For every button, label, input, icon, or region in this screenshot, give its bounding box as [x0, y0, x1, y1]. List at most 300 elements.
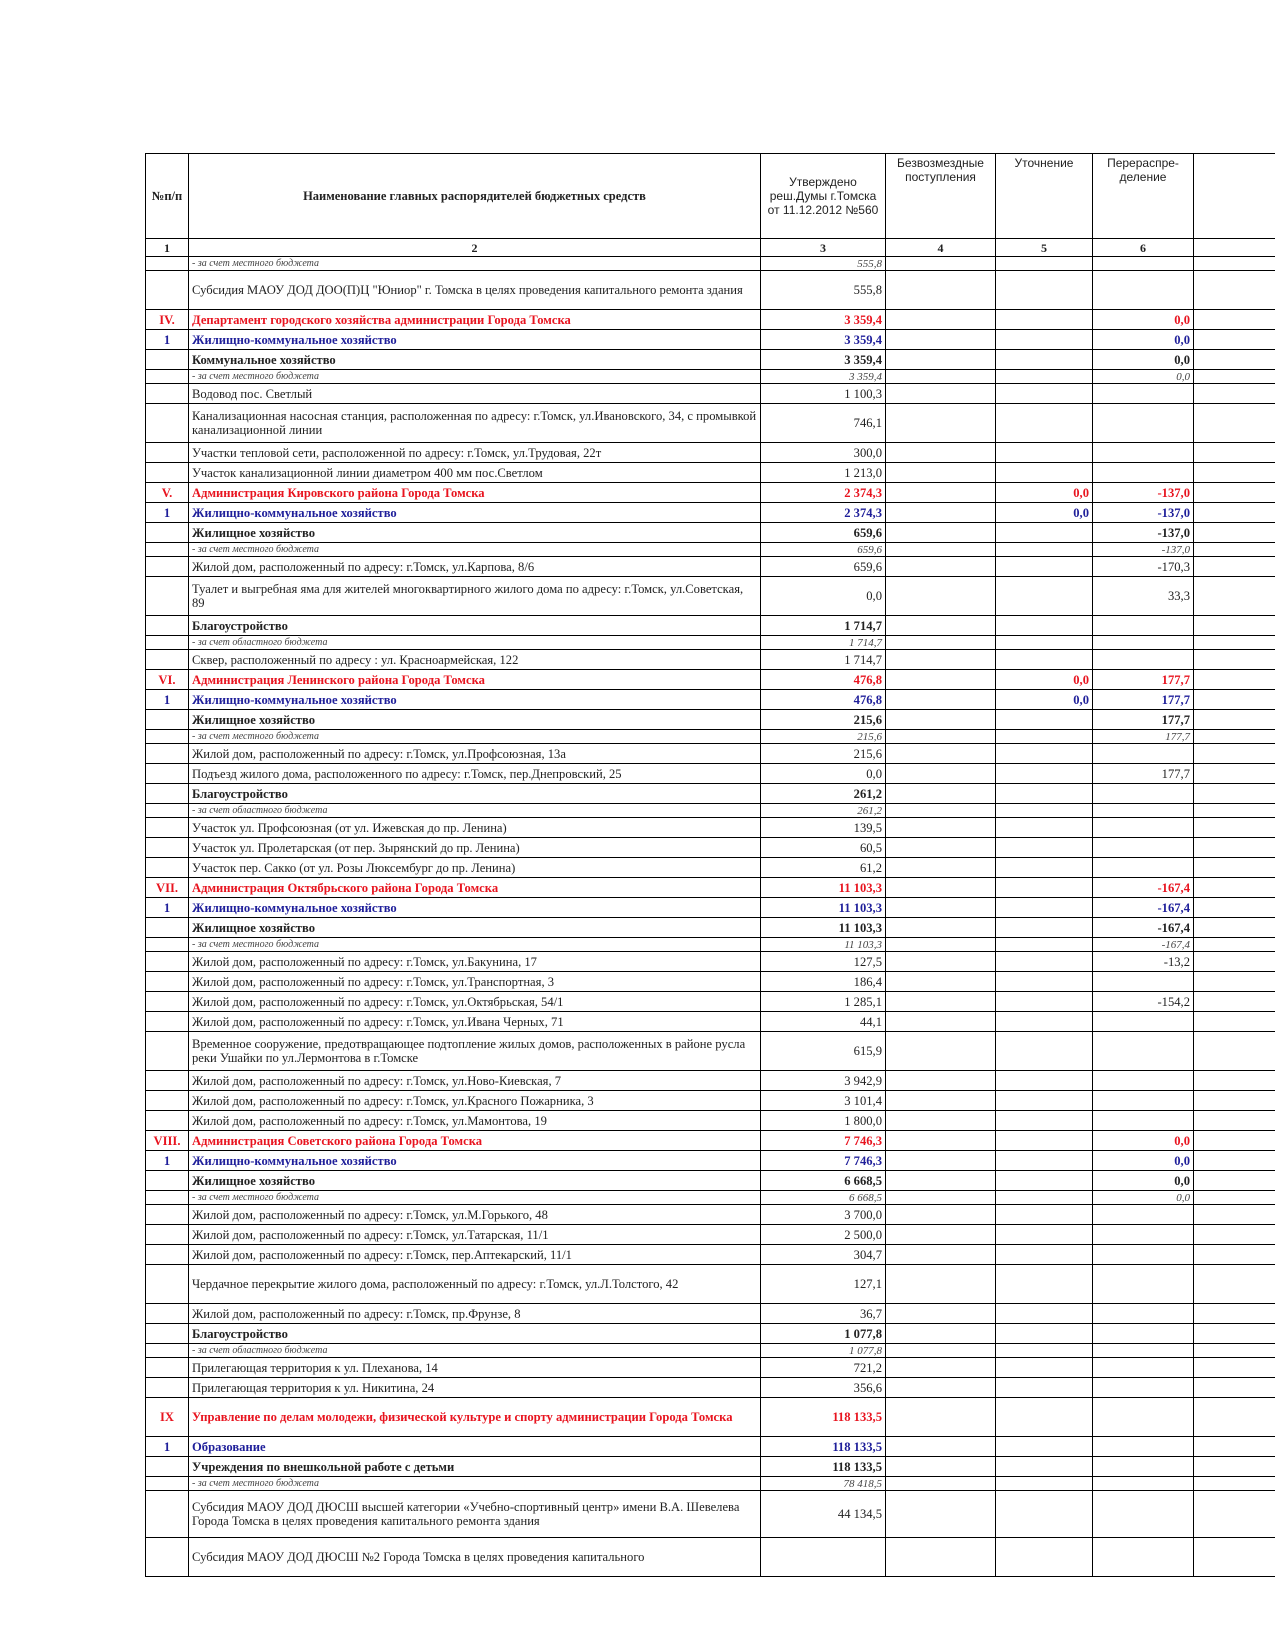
row-redistribution: [1093, 1491, 1194, 1538]
row-number: [146, 918, 189, 938]
row-name: Жилищное хозяйство: [189, 523, 761, 543]
row-approved: 44 134,5: [761, 1491, 886, 1538]
row-extra: [1194, 483, 1275, 503]
table-row: [146, 1131, 1275, 1151]
row-name: Участок ул. Профсоюзная (от ул. Ижевская до пр. Ленина): [189, 818, 761, 838]
row-name: Сквер, расположенный по адресу : ул. Красноармейская, 122: [189, 650, 761, 670]
budget-table: [145, 153, 1275, 1577]
row-redistribution: [1093, 1457, 1194, 1477]
row-extra: [1194, 1245, 1275, 1265]
row-redistribution: 177,7: [1093, 730, 1194, 744]
row-refinement: [996, 1457, 1093, 1477]
row-name: Администрация Ленинского района Города Томска: [189, 670, 761, 690]
row-redistribution: 0,0: [1093, 1191, 1194, 1205]
row-approved: 2 374,3: [761, 503, 886, 523]
row-refinement: [996, 730, 1093, 744]
row-extra: [1194, 1344, 1275, 1358]
row-name: Учреждения по внешкольной работе с детьми: [189, 1457, 761, 1477]
row-approved: 118 133,5: [761, 1398, 886, 1437]
row-number: [146, 1344, 189, 1358]
table-row: [146, 918, 1275, 938]
row-redistribution: [1093, 1398, 1194, 1437]
row-number: [146, 1304, 189, 1324]
row-extra: [1194, 463, 1275, 483]
row-number: [146, 1477, 189, 1491]
row-number: [146, 616, 189, 636]
row-redistribution: [1093, 404, 1194, 443]
row-gratuitous: [886, 1205, 996, 1225]
row-refinement: 0,0: [996, 503, 1093, 523]
row-number: [146, 650, 189, 670]
row-name: - за счет областного бюджета: [189, 1344, 761, 1358]
row-name: - за счет областного бюджета: [189, 804, 761, 818]
row-approved: 1 213,0: [761, 463, 886, 483]
row-extra: [1194, 1398, 1275, 1437]
row-refinement: [996, 992, 1093, 1012]
row-gratuitous: [886, 310, 996, 330]
row-name: Жилищное хозяйство: [189, 918, 761, 938]
row-gratuitous: [886, 1398, 996, 1437]
row-gratuitous: [886, 1378, 996, 1398]
row-redistribution: [1093, 818, 1194, 838]
table-row: [146, 1245, 1275, 1265]
row-name: Жилой дом, расположенный по адресу: г.Томск, ул.Октябрьская, 54/1: [189, 992, 761, 1012]
row-extra: [1194, 898, 1275, 918]
row-approved: 261,2: [761, 804, 886, 818]
column-number: 1: [146, 239, 189, 257]
row-approved: 555,8: [761, 257, 886, 271]
row-redistribution: [1093, 1012, 1194, 1032]
table-row: [146, 1477, 1275, 1491]
table-row: [146, 350, 1275, 370]
row-gratuitous: [886, 443, 996, 463]
row-number: [146, 818, 189, 838]
row-name: Образование: [189, 1437, 761, 1457]
row-extra: [1194, 404, 1275, 443]
row-gratuitous: [886, 483, 996, 503]
row-gratuitous: [886, 1032, 996, 1071]
table-row: [146, 616, 1275, 636]
table-row: [146, 1191, 1275, 1205]
row-number: [146, 1378, 189, 1398]
table-row: [146, 1538, 1275, 1577]
table-row: [146, 764, 1275, 784]
row-number: [146, 257, 189, 271]
row-approved: 476,8: [761, 690, 886, 710]
row-extra: [1194, 764, 1275, 784]
row-number: [146, 557, 189, 577]
row-number: [146, 577, 189, 616]
row-name: Администрация Кировского района Города Томска: [189, 483, 761, 503]
row-gratuitous: [886, 972, 996, 992]
row-refinement: [996, 616, 1093, 636]
row-refinement: [996, 310, 1093, 330]
column-number-extra: [1194, 239, 1275, 257]
row-number: VI.: [146, 670, 189, 690]
row-gratuitous: [886, 804, 996, 818]
row-redistribution: 0,0: [1093, 1131, 1194, 1151]
row-refinement: [996, 938, 1093, 952]
row-number: IV.: [146, 310, 189, 330]
row-approved: 215,6: [761, 710, 886, 730]
row-refinement: [996, 952, 1093, 972]
row-gratuitous: [886, 557, 996, 577]
row-extra: [1194, 1012, 1275, 1032]
row-refinement: [996, 1477, 1093, 1491]
row-refinement: [996, 1358, 1093, 1378]
row-extra: [1194, 670, 1275, 690]
row-redistribution: [1093, 1032, 1194, 1071]
row-gratuitous: [886, 858, 996, 878]
row-extra: [1194, 330, 1275, 350]
table-row: [146, 690, 1275, 710]
row-number: 1: [146, 898, 189, 918]
table-row: [146, 1437, 1275, 1457]
row-number: 1: [146, 1437, 189, 1457]
row-redistribution: [1093, 463, 1194, 483]
row-refinement: [996, 804, 1093, 818]
row-gratuitous: [886, 690, 996, 710]
row-refinement: [996, 1032, 1093, 1071]
row-refinement: [996, 1151, 1093, 1171]
row-name: Жилой дом, расположенный по адресу: г.Томск, ул.Бакунина, 17: [189, 952, 761, 972]
row-redistribution: [1093, 257, 1194, 271]
row-redistribution: [1093, 443, 1194, 463]
row-number: [146, 972, 189, 992]
row-refinement: [996, 577, 1093, 616]
row-gratuitous: [886, 257, 996, 271]
row-approved: 1 714,7: [761, 616, 886, 636]
row-name: Коммунальное хозяйство: [189, 350, 761, 370]
row-gratuitous: [886, 350, 996, 370]
row-redistribution: [1093, 838, 1194, 858]
row-gratuitous: [886, 1171, 996, 1191]
row-number: [146, 1245, 189, 1265]
row-approved: 3 359,4: [761, 330, 886, 350]
row-redistribution: 33,3: [1093, 577, 1194, 616]
row-approved: 139,5: [761, 818, 886, 838]
row-name: Управление по делам молодежи, физической культуре и спорту администрации Города Томска: [189, 1398, 761, 1437]
row-approved: 1 714,7: [761, 636, 886, 650]
row-redistribution: 177,7: [1093, 710, 1194, 730]
row-refinement: [996, 784, 1093, 804]
row-extra: [1194, 838, 1275, 858]
row-number: [146, 443, 189, 463]
row-approved: 127,5: [761, 952, 886, 972]
row-approved: 721,2: [761, 1358, 886, 1378]
row-extra: [1194, 938, 1275, 952]
table-row: [146, 1012, 1275, 1032]
row-approved: 6 668,5: [761, 1171, 886, 1191]
row-name: Жилой дом, расположенный по адресу: г.Томск, ул.Татарская, 11/1: [189, 1225, 761, 1245]
row-extra: [1194, 1491, 1275, 1538]
row-number: [146, 1071, 189, 1091]
row-refinement: [996, 1205, 1093, 1225]
row-redistribution: [1093, 1225, 1194, 1245]
row-number: [146, 1491, 189, 1538]
row-number: [146, 744, 189, 764]
row-extra: [1194, 443, 1275, 463]
row-name: Участок ул. Пролетарская (от пер. Зырянский до пр. Ленина): [189, 838, 761, 858]
row-gratuitous: [886, 1091, 996, 1111]
row-name: Департамент городского хозяйства администрации Города Томска: [189, 310, 761, 330]
row-approved: 3 359,4: [761, 310, 886, 330]
row-extra: [1194, 1032, 1275, 1071]
row-refinement: [996, 1538, 1093, 1577]
row-gratuitous: [886, 1324, 996, 1344]
row-number: [146, 710, 189, 730]
row-refinement: [996, 1491, 1093, 1538]
row-redistribution: 0,0: [1093, 370, 1194, 384]
row-name: Жилищное хозяйство: [189, 710, 761, 730]
row-name: Субсидия МАОУ ДОД ДЮСШ высшей категории «Учебно-спортивный центр» имени В.А. Шевелева Города Томска в целях проведения капитального ремонта здания: [189, 1491, 761, 1538]
row-extra: [1194, 858, 1275, 878]
row-name: Жилищное хозяйство: [189, 1171, 761, 1191]
row-gratuitous: [886, 1071, 996, 1091]
row-redistribution: [1093, 1111, 1194, 1131]
row-name: Жилой дом, расположенный по адресу: г.Томск, ул.Мамонтова, 19: [189, 1111, 761, 1131]
row-refinement: [996, 1437, 1093, 1457]
column-numbers-row: [146, 239, 1275, 257]
row-extra: [1194, 818, 1275, 838]
row-extra: [1194, 918, 1275, 938]
row-approved: 215,6: [761, 744, 886, 764]
row-number: [146, 730, 189, 744]
row-extra: [1194, 1111, 1275, 1131]
table-row: [146, 1358, 1275, 1378]
row-gratuitous: [886, 838, 996, 858]
row-refinement: [996, 1012, 1093, 1032]
row-extra: [1194, 543, 1275, 557]
row-gratuitous: [886, 670, 996, 690]
row-extra: [1194, 310, 1275, 330]
row-name: Жилой дом, расположенный по адресу: г.Томск, ул.Ивана Черных, 71: [189, 1012, 761, 1032]
row-name: Участки тепловой сети, расположенной по адресу: г.Томск, ул.Трудовая, 22т: [189, 443, 761, 463]
row-name: Жилищно-коммунальное хозяйство: [189, 330, 761, 350]
row-gratuitous: [886, 1245, 996, 1265]
table-row: [146, 503, 1275, 523]
row-number: [146, 1171, 189, 1191]
row-name: - за счет местного бюджета: [189, 1191, 761, 1205]
row-approved: 127,1: [761, 1265, 886, 1304]
row-name: - за счет местного бюджета: [189, 257, 761, 271]
row-redistribution: [1093, 1344, 1194, 1358]
row-approved: 7 746,3: [761, 1131, 886, 1151]
table-row: [146, 838, 1275, 858]
row-extra: [1194, 1304, 1275, 1324]
row-gratuitous: [886, 1358, 996, 1378]
row-approved: 746,1: [761, 404, 886, 443]
row-refinement: [996, 1304, 1093, 1324]
row-refinement: [996, 463, 1093, 483]
row-redistribution: [1093, 1378, 1194, 1398]
row-redistribution: [1093, 804, 1194, 818]
row-refinement: [996, 636, 1093, 650]
row-approved: 3 700,0: [761, 1205, 886, 1225]
table-row: [146, 784, 1275, 804]
row-refinement: [996, 443, 1093, 463]
row-name: Жилищно-коммунальное хозяйство: [189, 690, 761, 710]
row-refinement: [996, 1245, 1093, 1265]
row-extra: [1194, 577, 1275, 616]
row-number: IX: [146, 1398, 189, 1437]
row-redistribution: 0,0: [1093, 1171, 1194, 1191]
table-row: [146, 1111, 1275, 1131]
row-approved: 1 285,1: [761, 992, 886, 1012]
row-extra: [1194, 878, 1275, 898]
row-number: [146, 764, 189, 784]
row-extra: [1194, 1437, 1275, 1457]
row-number: [146, 1358, 189, 1378]
row-gratuitous: [886, 1344, 996, 1358]
row-name: - за счет местного бюджета: [189, 938, 761, 952]
row-name: Благоустройство: [189, 616, 761, 636]
row-name: Благоустройство: [189, 784, 761, 804]
row-redistribution: [1093, 858, 1194, 878]
row-gratuitous: [886, 744, 996, 764]
row-name: Жилой дом, расположенный по адресу: г.Томск, пер.Аптекарский, 11/1: [189, 1245, 761, 1265]
row-redistribution: [1093, 1245, 1194, 1265]
table-row: [146, 938, 1275, 952]
row-number: [146, 271, 189, 310]
row-refinement: [996, 1071, 1093, 1091]
header-approved: Утверждено реш.Думы г.Томска от 11.12.2012 №560: [761, 154, 886, 239]
table-row: [146, 310, 1275, 330]
row-refinement: 0,0: [996, 670, 1093, 690]
row-approved: 0,0: [761, 577, 886, 616]
row-name: Администрация Советского района Города Томска: [189, 1131, 761, 1151]
row-extra: [1194, 1378, 1275, 1398]
row-number: [146, 370, 189, 384]
row-approved: 215,6: [761, 730, 886, 744]
row-gratuitous: [886, 1131, 996, 1151]
row-name: Жилищно-коммунальное хозяйство: [189, 898, 761, 918]
row-extra: [1194, 650, 1275, 670]
row-refinement: [996, 384, 1093, 404]
row-redistribution: -167,4: [1093, 938, 1194, 952]
row-refinement: [996, 404, 1093, 443]
row-refinement: [996, 370, 1093, 384]
row-refinement: [996, 523, 1093, 543]
row-number: [146, 784, 189, 804]
row-extra: [1194, 804, 1275, 818]
row-gratuitous: [886, 1457, 996, 1477]
table-row: [146, 271, 1275, 310]
row-extra: [1194, 952, 1275, 972]
row-approved: 615,9: [761, 1032, 886, 1071]
row-approved: 3 101,4: [761, 1091, 886, 1111]
row-approved: 659,6: [761, 523, 886, 543]
row-redistribution: [1093, 1358, 1194, 1378]
row-gratuitous: [886, 818, 996, 838]
row-number: [146, 1205, 189, 1225]
row-approved: 0,0: [761, 764, 886, 784]
row-redistribution: [1093, 784, 1194, 804]
row-name: Жилой дом, расположенный по адресу: г.Томск, ул.Ново-Киевская, 7: [189, 1071, 761, 1091]
row-redistribution: 0,0: [1093, 330, 1194, 350]
table-row: [146, 818, 1275, 838]
row-name: - за счет местного бюджета: [189, 730, 761, 744]
row-refinement: [996, 1091, 1093, 1111]
table-row: [146, 1071, 1275, 1091]
row-gratuitous: [886, 992, 996, 1012]
row-refinement: [996, 257, 1093, 271]
row-extra: [1194, 1457, 1275, 1477]
row-extra: [1194, 744, 1275, 764]
header-name: Наименование главных распорядителей бюджетных средств: [189, 154, 761, 239]
row-name: - за счет областного бюджета: [189, 636, 761, 650]
row-refinement: 0,0: [996, 483, 1093, 503]
row-extra: [1194, 1477, 1275, 1491]
table-row: [146, 878, 1275, 898]
row-redistribution: [1093, 1304, 1194, 1324]
table-row: [146, 404, 1275, 443]
row-approved: 1 800,0: [761, 1111, 886, 1131]
row-approved: 3 359,4: [761, 370, 886, 384]
row-refinement: [996, 650, 1093, 670]
table-row: [146, 523, 1275, 543]
row-name: Жилой дом, расположенный по адресу: г.Томск, ул.Транспортная, 3: [189, 972, 761, 992]
row-refinement: [996, 858, 1093, 878]
row-redistribution: [1093, 1071, 1194, 1091]
row-extra: [1194, 992, 1275, 1012]
row-redistribution: [1093, 1324, 1194, 1344]
header-refinement: Уточнение: [996, 154, 1093, 239]
row-extra: [1194, 710, 1275, 730]
row-redistribution: [1093, 271, 1194, 310]
row-refinement: [996, 898, 1093, 918]
row-extra: [1194, 257, 1275, 271]
table-row: [146, 543, 1275, 557]
row-name: Канализационная насосная станция, расположенная по адресу: г.Томск, ул.Ивановского, 34, с промывкой канализационной линии: [189, 404, 761, 443]
row-redistribution: [1093, 384, 1194, 404]
table-row: [146, 636, 1275, 650]
row-approved: 300,0: [761, 443, 886, 463]
row-number: [146, 1324, 189, 1344]
row-gratuitous: [886, 1437, 996, 1457]
row-gratuitous: [886, 370, 996, 384]
row-extra: [1194, 1171, 1275, 1191]
row-approved: [761, 1538, 886, 1577]
table-row: [146, 1205, 1275, 1225]
row-name: Жилой дом, расположенный по адресу: г.Томск, пр.Фрунзе, 8: [189, 1304, 761, 1324]
row-gratuitous: [886, 523, 996, 543]
row-gratuitous: [886, 616, 996, 636]
column-number: 2: [189, 239, 761, 257]
row-number: [146, 992, 189, 1012]
table-row: [146, 463, 1275, 483]
row-extra: [1194, 1205, 1275, 1225]
row-approved: 44,1: [761, 1012, 886, 1032]
row-refinement: 0,0: [996, 690, 1093, 710]
row-number: 1: [146, 690, 189, 710]
row-number: [146, 350, 189, 370]
row-name: Субсидия МАОУ ДОД ДОО(П)Ц "Юниор" г. Томска в целях проведения капитального ремонта здания: [189, 271, 761, 310]
row-approved: 261,2: [761, 784, 886, 804]
row-approved: 1 077,8: [761, 1344, 886, 1358]
row-name: Прилегающая территория к ул. Никитина, 24: [189, 1378, 761, 1398]
row-redistribution: [1093, 650, 1194, 670]
row-extra: [1194, 1071, 1275, 1091]
row-gratuitous: [886, 404, 996, 443]
row-redistribution: -137,0: [1093, 483, 1194, 503]
row-extra: [1194, 350, 1275, 370]
row-number: [146, 636, 189, 650]
row-extra: [1194, 730, 1275, 744]
table-row: [146, 1225, 1275, 1245]
row-gratuitous: [886, 878, 996, 898]
row-redistribution: -167,4: [1093, 878, 1194, 898]
